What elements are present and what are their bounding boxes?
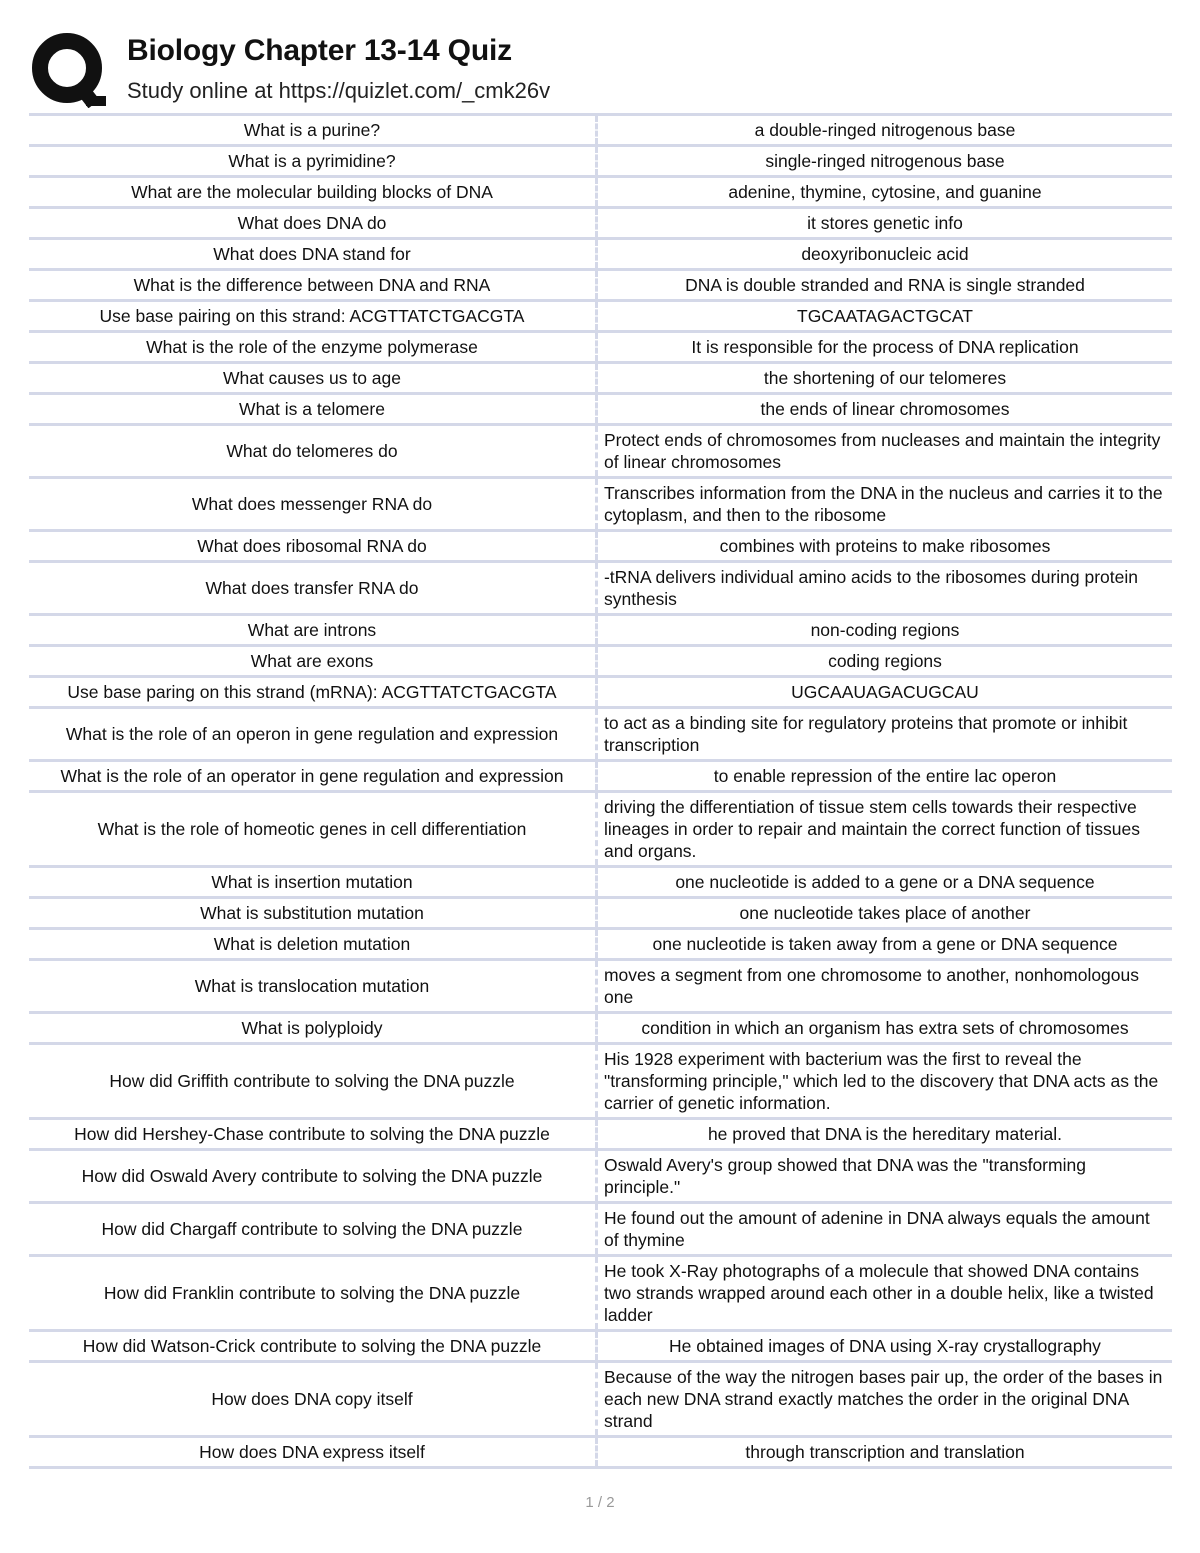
- card-term: What are exons: [29, 646, 596, 677]
- card-row: [29, 1331, 1172, 1362]
- quizlet-q-logo-icon: [30, 30, 108, 108]
- card-definition: one nucleotide takes place of another: [598, 898, 1172, 929]
- card-definition: to enable repression of the entire lac operon: [598, 761, 1172, 792]
- card-row: [29, 708, 1172, 761]
- card-term: What does DNA stand for: [29, 239, 596, 270]
- card-row: [29, 363, 1172, 394]
- card-row: [29, 1150, 1172, 1203]
- card-term: What are introns: [29, 615, 596, 646]
- card-row: [29, 562, 1172, 615]
- card-term: What do telomeres do: [29, 425, 596, 478]
- card-definition: He took X-Ray photographs of a molecule that showed DNA contains two strands wrapped around each other in a double helix, like a twisted ladder: [598, 1256, 1172, 1331]
- card-row: [29, 677, 1172, 708]
- card-term: How did Griffith contribute to solving the DNA puzzle: [29, 1044, 596, 1119]
- card-term: What is the role of the enzyme polymerase: [29, 332, 596, 363]
- card-row: [29, 960, 1172, 1013]
- card-term: What is deletion mutation: [29, 929, 596, 960]
- card-definition: the ends of linear chromosomes: [598, 394, 1172, 425]
- card-definition: moves a segment from one chromosome to another, nonhomologous one: [598, 960, 1172, 1013]
- card-term: What does DNA do: [29, 208, 596, 239]
- card-definition: one nucleotide is taken away from a gene or DNA sequence: [598, 929, 1172, 960]
- card-definition: single-ringed nitrogenous base: [598, 146, 1172, 177]
- card-term: How did Chargaff contribute to solving the DNA puzzle: [29, 1203, 596, 1256]
- card-definition: TGCAATAGACTGCAT: [598, 301, 1172, 332]
- card-term: How does DNA express itself: [29, 1437, 596, 1468]
- card-definition: He obtained images of DNA using X-ray crystallography: [598, 1331, 1172, 1362]
- card-row: [29, 394, 1172, 425]
- card-definition: He found out the amount of adenine in DNA always equals the amount of thymine: [598, 1203, 1172, 1256]
- card-row: [29, 425, 1172, 478]
- card-definition: he proved that DNA is the hereditary material.: [598, 1119, 1172, 1150]
- card-definition: coding regions: [598, 646, 1172, 677]
- card-term: What is a purine?: [29, 115, 596, 146]
- card-row: [29, 615, 1172, 646]
- card-definition: deoxyribonucleic acid: [598, 239, 1172, 270]
- card-term: What is translocation mutation: [29, 960, 596, 1013]
- card-row: [29, 646, 1172, 677]
- card-term: What is a pyrimidine?: [29, 146, 596, 177]
- card-row: [29, 1044, 1172, 1119]
- card-term: What is the difference between DNA and RNA: [29, 270, 596, 301]
- card-definition: -tRNA delivers individual amino acids to the ribosomes during protein synthesis: [598, 562, 1172, 615]
- card-term: What is a telomere: [29, 394, 596, 425]
- card-row: [29, 208, 1172, 239]
- card-term: What does ribosomal RNA do: [29, 531, 596, 562]
- card-term: What is the role of an operator in gene regulation and expression: [29, 761, 596, 792]
- card-definition: through transcription and translation: [598, 1437, 1172, 1468]
- card-definition: Because of the way the nitrogen bases pair up, the order of the bases in each new DNA strand exactly matches the order in the original DNA strand: [598, 1362, 1172, 1437]
- page-title: Biology Chapter 13-14 Quiz: [127, 34, 512, 67]
- card-definition: the shortening of our telomeres: [598, 363, 1172, 394]
- card-row: [29, 792, 1172, 867]
- card-term: What is the role of homeotic genes in cell differentiation: [29, 792, 596, 867]
- card-term: What is the role of an operon in gene regulation and expression: [29, 708, 596, 761]
- card-definition: UGCAAUAGACUGCAU: [598, 677, 1172, 708]
- card-term: How did Hershey-Chase contribute to solving the DNA puzzle: [29, 1119, 596, 1150]
- card-definition: to act as a binding site for regulatory proteins that promote or inhibit transcription: [598, 708, 1172, 761]
- card-definition: it stores genetic info: [598, 208, 1172, 239]
- card-row: [29, 1362, 1172, 1437]
- card-definition: condition in which an organism has extra sets of chromosomes: [598, 1013, 1172, 1044]
- card-definition: DNA is double stranded and RNA is single stranded: [598, 270, 1172, 301]
- card-row: [29, 115, 1172, 146]
- card-row: [29, 1437, 1172, 1468]
- card-row: [29, 1119, 1172, 1150]
- card-term: How does DNA copy itself: [29, 1362, 596, 1437]
- card-row: [29, 898, 1172, 929]
- card-definition: a double-ringed nitrogenous base: [598, 115, 1172, 146]
- card-row: [29, 146, 1172, 177]
- card-term: What are the molecular building blocks of DNA: [29, 177, 596, 208]
- card-row: [29, 478, 1172, 531]
- card-definition: Oswald Avery's group showed that DNA was the "transforming principle.": [598, 1150, 1172, 1203]
- page-number: 1 / 2: [585, 1494, 615, 1511]
- card-term: What does transfer RNA do: [29, 562, 596, 615]
- card-row: [29, 239, 1172, 270]
- flashcard-table: [29, 113, 1172, 1469]
- card-definition: adenine, thymine, cytosine, and guanine: [598, 177, 1172, 208]
- card-row: [29, 1013, 1172, 1044]
- card-term: What is substitution mutation: [29, 898, 596, 929]
- card-row: [29, 761, 1172, 792]
- card-row: [29, 301, 1172, 332]
- card-definition: It is responsible for the process of DNA replication: [598, 332, 1172, 363]
- card-row: [29, 867, 1172, 898]
- page-header: [30, 28, 1170, 110]
- card-term: What causes us to age: [29, 363, 596, 394]
- card-row: [29, 270, 1172, 301]
- card-term: Use base pairing on this strand: ACGTTATCTGACGTA: [29, 301, 596, 332]
- card-term: What does messenger RNA do: [29, 478, 596, 531]
- card-term: How did Oswald Avery contribute to solving the DNA puzzle: [29, 1150, 596, 1203]
- card-definition: non-coding regions: [598, 615, 1172, 646]
- card-term: How did Franklin contribute to solving the DNA puzzle: [29, 1256, 596, 1331]
- card-row: [29, 531, 1172, 562]
- card-definition: one nucleotide is added to a gene or a DNA sequence: [598, 867, 1172, 898]
- card-row: [29, 1256, 1172, 1331]
- card-definition: driving the differentiation of tissue stem cells towards their respective lineages in order to repair and maintain the correct function of tissues and organs.: [598, 792, 1172, 867]
- card-definition: Protect ends of chromosomes from nucleases and maintain the integrity of linear chromosomes: [598, 425, 1172, 478]
- card-row: [29, 332, 1172, 363]
- card-term: Use base paring on this strand (mRNA): ACGTTATCTGACGTA: [29, 677, 596, 708]
- card-row: [29, 929, 1172, 960]
- card-row: [29, 177, 1172, 208]
- card-definition: combines with proteins to make ribosomes: [598, 531, 1172, 562]
- card-definition: Transcribes information from the DNA in the nucleus and carries it to the cytoplasm, and then to the ribosome: [598, 478, 1172, 531]
- card-term: How did Watson-Crick contribute to solving the DNA puzzle: [29, 1331, 596, 1362]
- card-definition: His 1928 experiment with bacterium was the first to reveal the "transforming principle," which led to the discovery that DNA acts as the carrier of genetic information.: [598, 1044, 1172, 1119]
- card-term: What is insertion mutation: [29, 867, 596, 898]
- study-online-link[interactable]: Study online at https://quizlet.com/_cmk26v: [127, 78, 551, 103]
- card-term: What is polyploidy: [29, 1013, 596, 1044]
- card-row: [29, 1203, 1172, 1256]
